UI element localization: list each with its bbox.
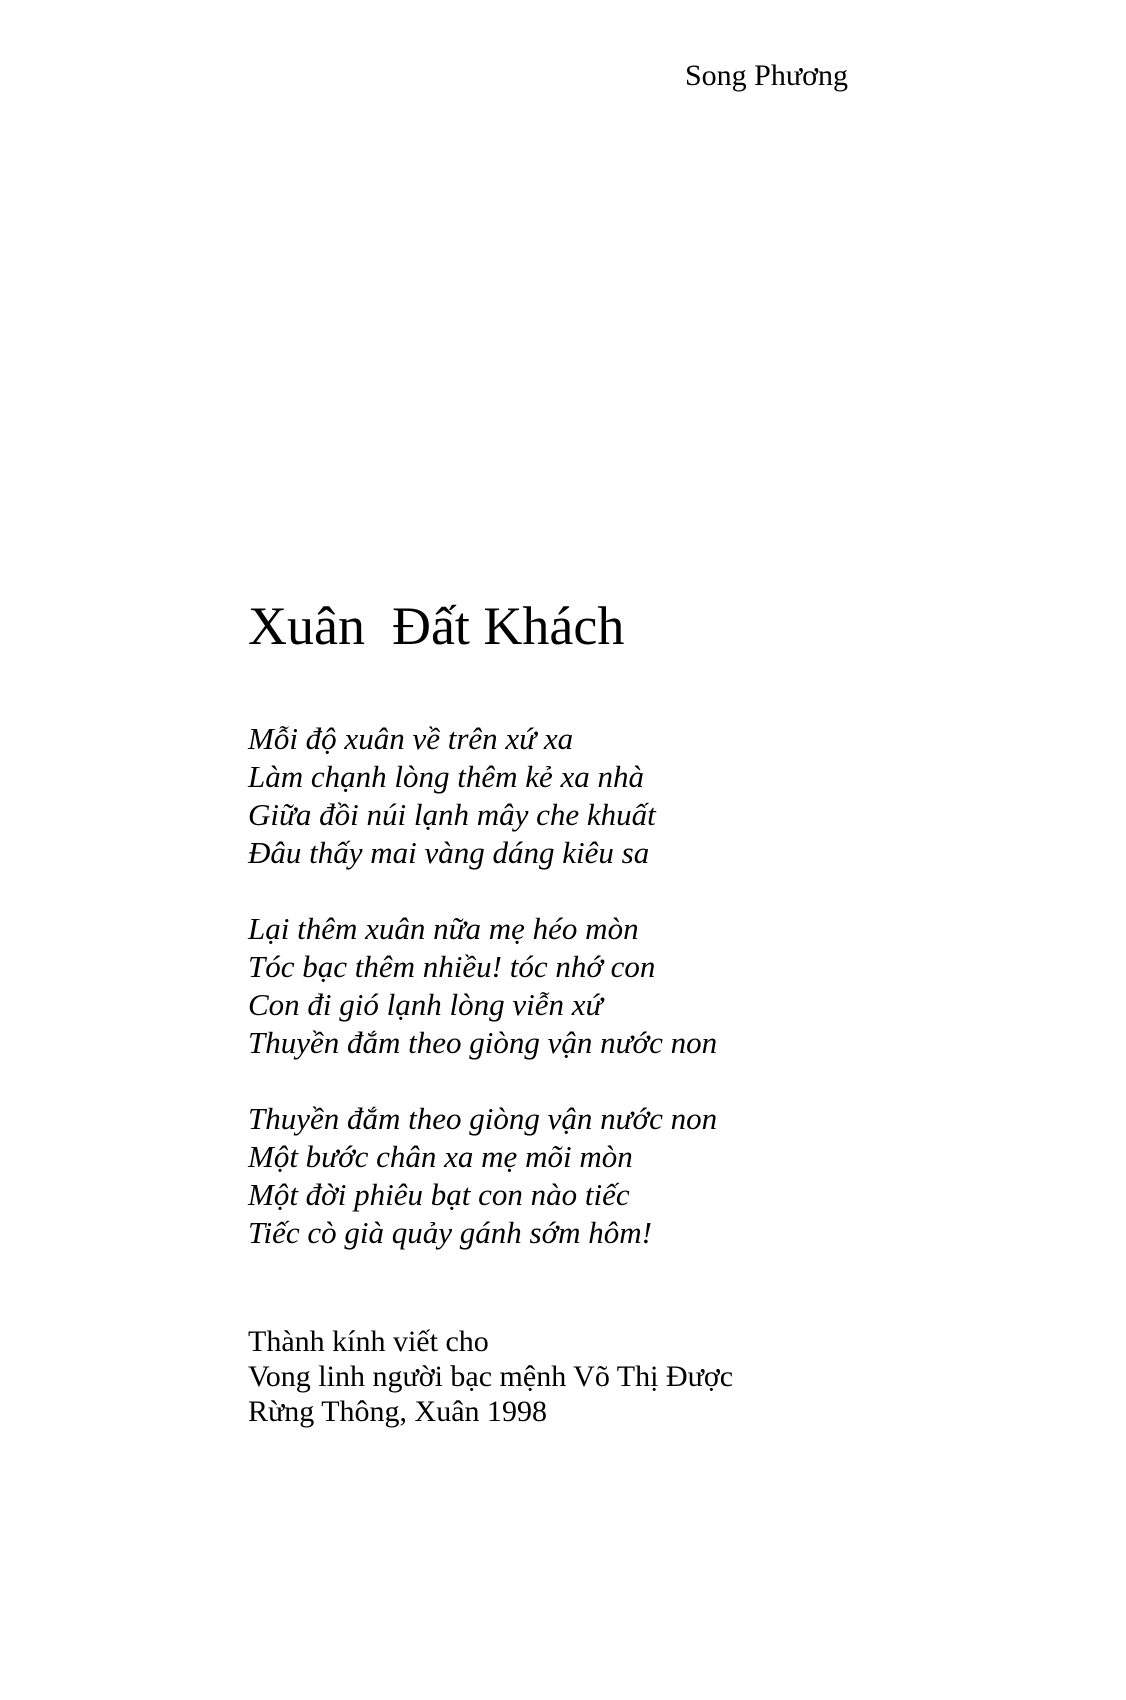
dedication-line: Vong linh người bạc mệnh Võ Thị Được (248, 1360, 734, 1393)
poem-line: Làm chạnh lòng thêm kẻ xa nhà (248, 759, 645, 794)
poem-line: Tiếc cò già quảy gánh sớm hôm! (248, 1215, 652, 1250)
poem-line: Một bước chân xa mẹ mõi mòn (248, 1139, 633, 1174)
stanza (248, 1100, 717, 1252)
author-name: Song Phương (685, 59, 848, 92)
poem-line: Mỗi độ xuân về trên xứ xa (248, 721, 574, 756)
dedication-line: Rừng Thông, Xuân 1998 (248, 1395, 548, 1428)
poem-line: Lại thêm xuân nữa mẹ héo mòn (248, 911, 639, 946)
poem-line: Thuyền đắm theo giòng vận nước non (248, 1025, 718, 1060)
stanza (248, 910, 717, 1062)
stanza (248, 720, 717, 872)
poem-title: Xuân Đất Khách (248, 596, 625, 656)
dedication (248, 1324, 733, 1429)
poem-line: Một đời phiêu bạt con nào tiếc (248, 1177, 630, 1212)
dedication-line: Thành kính viết cho (248, 1325, 489, 1358)
poem-line: Thuyền đắm theo giòng vận nước non (248, 1101, 718, 1136)
poem-line: Giữa đồi núi lạnh mây che khuất (248, 797, 656, 832)
poem-line: Đâu thấy mai vàng dáng kiêu sa (248, 835, 650, 870)
poem-line: Con đi gió lạnh lòng viễn xứ (248, 987, 603, 1022)
poem-body (248, 720, 717, 1252)
poem-line: Tóc bạc thêm nhiều! tóc nhớ con (248, 949, 656, 984)
